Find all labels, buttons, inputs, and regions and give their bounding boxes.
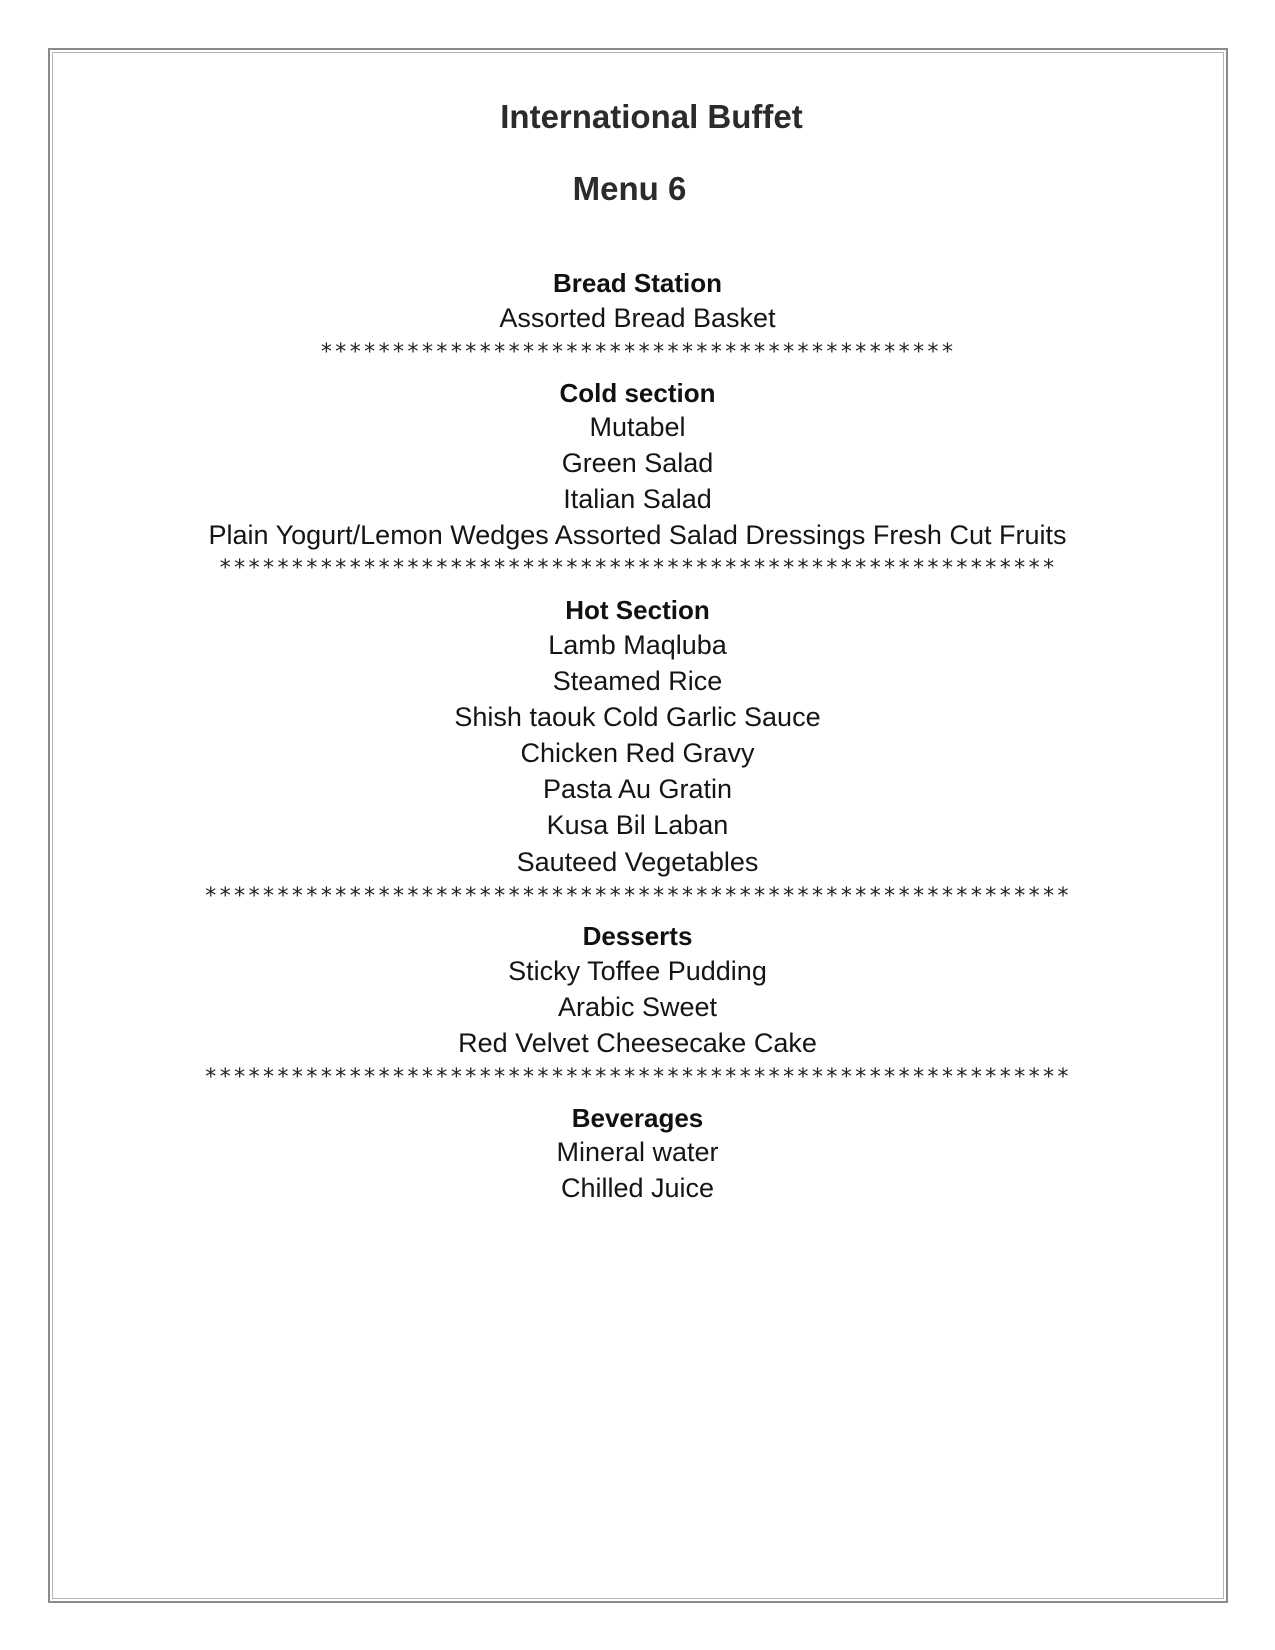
menu-item: Chicken Red Gravy: [520, 738, 755, 768]
menu-title: International Buffet: [500, 98, 803, 135]
menu-item: Italian Salad: [563, 484, 712, 514]
menu-item: Arabic Sweet: [557, 992, 718, 1022]
section-heading-hot-section: Hot Section: [565, 595, 710, 625]
menu-item: Sticky Toffee Pudding: [508, 956, 767, 986]
menu-item: Plain Yogurt/Lemon Wedges Assorted Salad Dressings Fresh Cut Fruits: [208, 520, 1067, 550]
menu-item: Kusa Bil Laban: [546, 810, 729, 840]
menu-item: Pasta Au Gratin: [542, 774, 733, 804]
separator-stars: ************************************************************: [204, 884, 1071, 909]
menu-item: Steamed Rice: [552, 666, 723, 696]
section-heading-bread-station: Bread Station: [552, 268, 723, 298]
separator-stars: ********************************************: [319, 340, 956, 365]
separator-stars: **********************************************************: [218, 556, 1057, 581]
menu-item: Shish taouk Cold Garlic Sauce: [454, 702, 821, 732]
menu-item: Lamb Maqluba: [548, 630, 727, 660]
menu-item: Assorted Bread Basket: [499, 303, 776, 333]
menu-item: Sauteed Vegetables: [516, 847, 759, 877]
menu-subtitle: Menu 6: [572, 170, 687, 207]
menu-item: Mineral water: [556, 1137, 719, 1167]
separator-stars: ************************************************************: [204, 1065, 1071, 1090]
section-heading-cold-section: Cold section: [559, 378, 716, 408]
section-heading-beverages: Beverages: [571, 1103, 704, 1133]
menu-item: Green Salad: [561, 448, 714, 478]
menu-item: Chilled Juice: [560, 1173, 715, 1203]
menu-item: Red Velvet Cheesecake Cake: [458, 1028, 817, 1058]
section-heading-desserts: Desserts: [582, 921, 693, 951]
menu-item: Mutabel: [589, 412, 686, 442]
